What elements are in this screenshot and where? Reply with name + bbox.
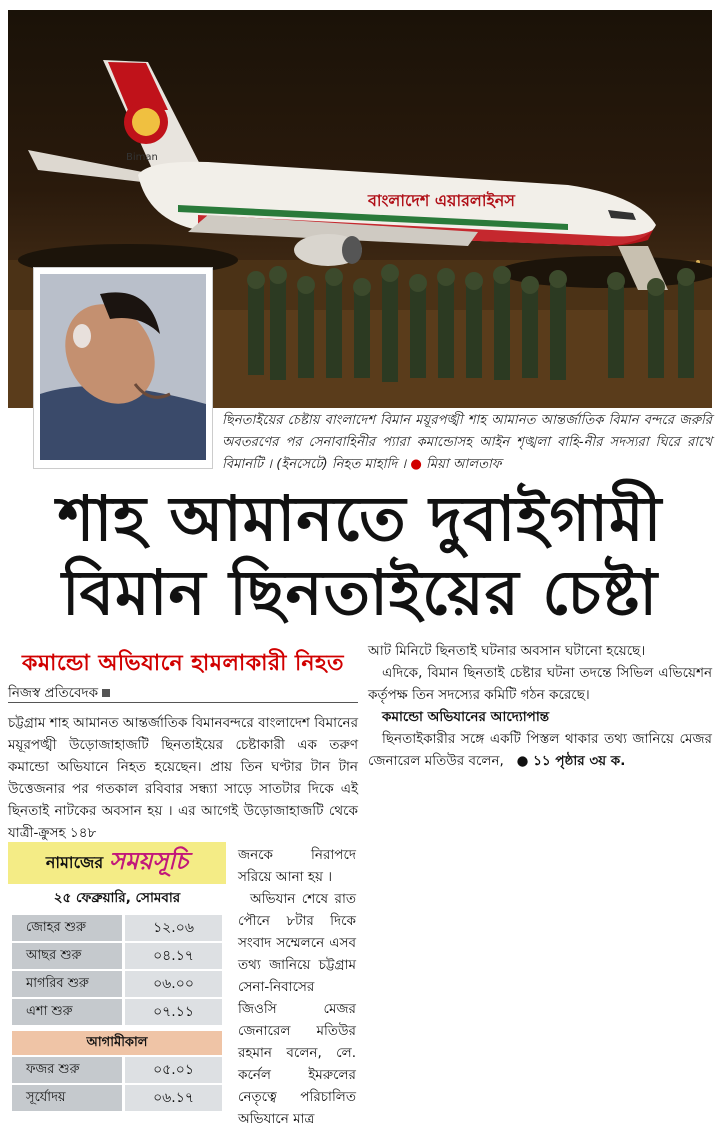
prayer-box-header bbox=[8, 842, 226, 884]
prayer-title-part1: নামাজের bbox=[45, 852, 104, 872]
prayer-date: ২৫ ফেব্রুয়ারি, সোমবার bbox=[53, 890, 181, 906]
caption-text: ছিনতাইয়ের চেষ্টায় বাংলাদেশ বিমান ময়ূরপঙ্খী শাহ আমানত আন্তর্জাতিক বিমান বন্দরে জরুরি অবতরণের পর সেনাবাহিনীর প্যারা কমান্ডোসহ আইন শৃঙ্খলা বাহি-নীর সদস্যরা ঘিরে রাখে বিমানটি । (ইনসেটে) নিহত মাহাদি । bbox=[222, 413, 712, 472]
prayer-time: ০৪.১৭ bbox=[125, 943, 222, 969]
article-lead: চট্টগ্রাম শাহ আমানত আন্তর্জাতিক বিমানবন্দরে বাংলাদেশ বিমানের ময়ূরপঙ্খী উড়োজাহাজটি ছিনতাইয়ের চেষ্টাকারী এক তরুণ কমান্ডো অভিযানে নিহত হয়েছেন। প্রায় তিন ঘণ্টার টান টান উত্তেজনার পর গতকাল রবিবার সন্ধ্যা সাড়ে সাতটার দিকে এই ছিনতাই নাটকের অবসান হয় । এর আগেই উড়োজাহাজটি থেকে যাত্রী-ক্রুসহ ১৪৮ bbox=[8, 715, 358, 841]
prayer-row bbox=[12, 1085, 222, 1111]
bullet-icon: ● bbox=[516, 753, 529, 769]
article-paragraph: অভিযান শেষে রাত পৌনে ৮টার দিকে সংবাদ সম্মেলনে এসব তথ্য জানিয়ে চট্টগ্রাম সেনা-নিবাসের জিওসি মেজর জেনারেল মতিউর রহমান বলেন, লে. কর্নেল ইমরুলের নেতৃত্বে পরিচালিত অভিযানে মাত্র bbox=[238, 891, 356, 1127]
article-paragraph-text: ছিনতাইকারীর সঙ্গে একটি পিস্তল থাকার তথ্য জানিয়ে মেজর জেনারেল মতিউর বলেন, bbox=[368, 731, 712, 769]
article-narrow-column bbox=[238, 844, 356, 1130]
fuselage-text: বাংলাদেশ এয়ারলাইনস bbox=[368, 191, 515, 210]
photo-caption bbox=[222, 410, 712, 476]
prayer-schedule-box bbox=[8, 842, 226, 1118]
article-paragraph: আট মিনিটে ছিনতাই ঘটনার অবসান ঘটানো হয়েছে। bbox=[368, 643, 646, 659]
headline-line-1: শাহ আমানতে দুবাইগামী bbox=[57, 482, 663, 555]
inset-photo bbox=[34, 268, 212, 468]
photo-credit: মিয়া আলতাফ bbox=[426, 457, 502, 472]
subheadline: কমান্ডো অভিযানে হামলাকারী নিহত bbox=[21, 651, 345, 676]
prayer-name: আছর শুরু bbox=[12, 943, 122, 969]
article-paragraph bbox=[368, 728, 712, 772]
square-icon bbox=[102, 689, 110, 697]
prayer-name: ফজর শুরু bbox=[12, 1057, 122, 1083]
headline bbox=[0, 482, 720, 630]
portrait-illustration bbox=[40, 274, 206, 460]
prayer-time: ০৬.০০ bbox=[125, 971, 222, 997]
headline-line-2: বিমান ছিনতাইয়ের চেষ্টা bbox=[61, 556, 659, 629]
prayer-time: ০৫.০১ bbox=[125, 1057, 222, 1083]
continued-text: ১১ পৃষ্ঠার ৩য় ক. bbox=[533, 753, 626, 769]
prayer-name: এশা শুরু bbox=[12, 999, 122, 1025]
prayer-row bbox=[12, 971, 222, 997]
article-paragraph: জনকে নিরাপদে সরিয়ে আনা হয় । bbox=[238, 847, 356, 885]
prayer-next-day-label: আগামীকাল bbox=[12, 1031, 222, 1055]
prayer-name: মাগরিব শুরু bbox=[12, 971, 122, 997]
prayer-row bbox=[12, 943, 222, 969]
prayer-time: ০৭.১১ bbox=[125, 999, 222, 1025]
divider bbox=[8, 702, 358, 703]
tail-logo-text: Biman bbox=[126, 152, 158, 163]
byline-text: নিজস্ব প্রতিবেদক bbox=[8, 685, 99, 701]
prayer-row bbox=[12, 1057, 222, 1083]
prayer-name: সূর্যোদয় bbox=[12, 1085, 122, 1111]
prayer-title-part2: সময়সূচি bbox=[109, 847, 189, 875]
bullet-icon: ● bbox=[410, 457, 422, 472]
continued-marker[interactable] bbox=[517, 753, 626, 769]
prayer-time: ০৬.১৭ bbox=[125, 1085, 222, 1111]
prayer-name: জোহর শুরু bbox=[12, 915, 122, 941]
article-paragraph: এদিকে, বিমান ছিনতাই চেষ্টার ঘটনা তদন্তে সিভিল এভিয়েশন কর্তৃপক্ষ তিন সদস্যের কমিটি গঠন করেছে। bbox=[368, 665, 712, 703]
prayer-row bbox=[12, 915, 222, 941]
prayer-time: ১২.০৬ bbox=[125, 915, 222, 941]
article-right-column bbox=[368, 640, 712, 772]
prayer-row bbox=[12, 999, 222, 1025]
article-section-subhead: কমান্ডো অভিযানের আদ্যোপান্ত bbox=[382, 709, 550, 725]
